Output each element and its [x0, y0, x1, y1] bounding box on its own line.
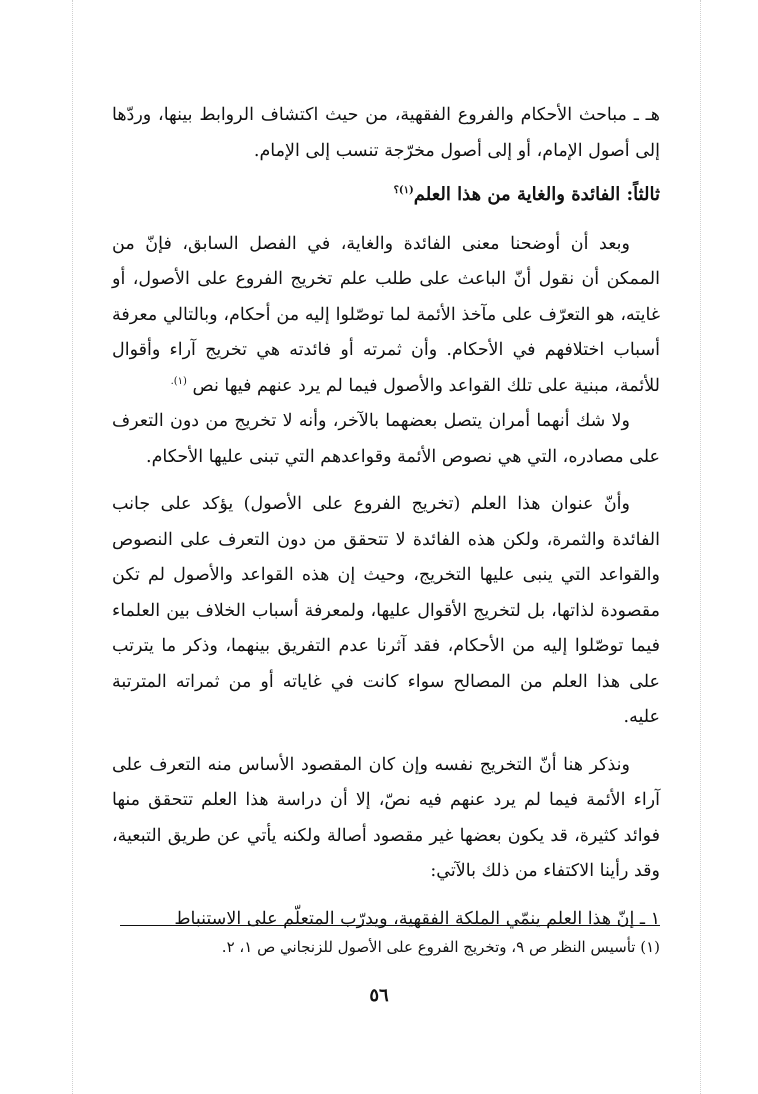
paragraph-title-meaning: وأنّ عنوان هذا العلم (تخريج الفروع على الأصول) يؤكد على جانب الفائدة والثمرة، ولكن هذه الفائدة لا تتحقق من دون التعرف على النصوص والقواعد التي ينبى عليها التخريج، وحيث إن هذه القواعد والأصول لم تكن مقصودة لذاتها، بل لتخريج الأقوال عليها، ولمعرفة أسباب الخلاف بين العلماء فيما توصّلوا إليه من الأحكام، فقد آثرنا عدم التفريق بينهما، وذكر ما يترتب على هذا العلم من المصالح سواء كانت في غاياته أو من ثمراته المترتبة عليه. — [112, 494, 660, 727]
section-heading — [112, 177, 660, 213]
main-text — [112, 98, 660, 937]
paragraph-purpose-text: وبعد أن أوضحنا معنى الفائدة والغاية، في الفصل السابق، فإنّ من الممكن أن نقول أنّ الباعث على طلب علم تخريج الفروع على الأصول، أو غايته، هو التعرّف على مآخذ الأئمة لما توصّلوا إليه من أحكام، وبالتالي معرفة أسباب اختلافهم في الأحكام. وأن ثمرته أو فائدته هي تخريج آراء وأقوال للأئمة، مبنية على تلك القواعد والأصول فيما لم يرد عنهم فيها نص — [112, 233, 660, 396]
heading-text: ثالثاً: الفائدة والغاية من هذا العلم — [413, 184, 660, 205]
paragraph-relation: ولا شك أنهما أمران يتصل بعضهما بالآخر، وأنه لا تخريج من دون التعرف على مصادره، التي هي نصوص الأئمة وقواعدهم التي تبنى عليها الأحكام. — [112, 411, 660, 467]
page-number: ٥٦ — [369, 985, 389, 1006]
margin-guide-right — [700, 0, 701, 1094]
list-item-1: ١ ـ إنّ هذا العلم ينمّي الملكة الفقهية، ويدرّب المتعلّم على الاستنباط — [174, 908, 660, 929]
footnote-divider — [120, 925, 660, 926]
footnote: (١) تأسيس النظر ص ٩، وتخريج الفروع على الأصول للزنجاني ص ١، ٢. — [221, 938, 660, 956]
margin-guide-left — [72, 0, 73, 1094]
heading-footnote-ref: (١)؟ — [393, 185, 414, 196]
paragraph-purpose — [112, 227, 660, 405]
paragraph-item-e: هـ ـ مباحث الأحكام والفروع الفقهية، من حيث اكتشاف الروابط بينها، وردّها إلى أصول الإمام، أو إلى أصول مخرّجة تنسب إلى الإمام. — [112, 105, 660, 161]
paragraph-benefits: ونذكر هنا أنّ التخريج نفسه وإن كان المقصود الأساس منه التعرف على آراء الأئمة فيما لم يرد عنهم فيه نصّ، إلا أن دراسة هذا العلم تتحقق منها فوائد كثيرة، قد يكون بعضها غير مقصود أصالة ولكنه يأتي عن طريق التبعية، وقد رأينا الاكتفاء من ذلك بالآتي: — [112, 754, 660, 881]
paragraph-footnote-ref: (١). — [170, 375, 187, 387]
